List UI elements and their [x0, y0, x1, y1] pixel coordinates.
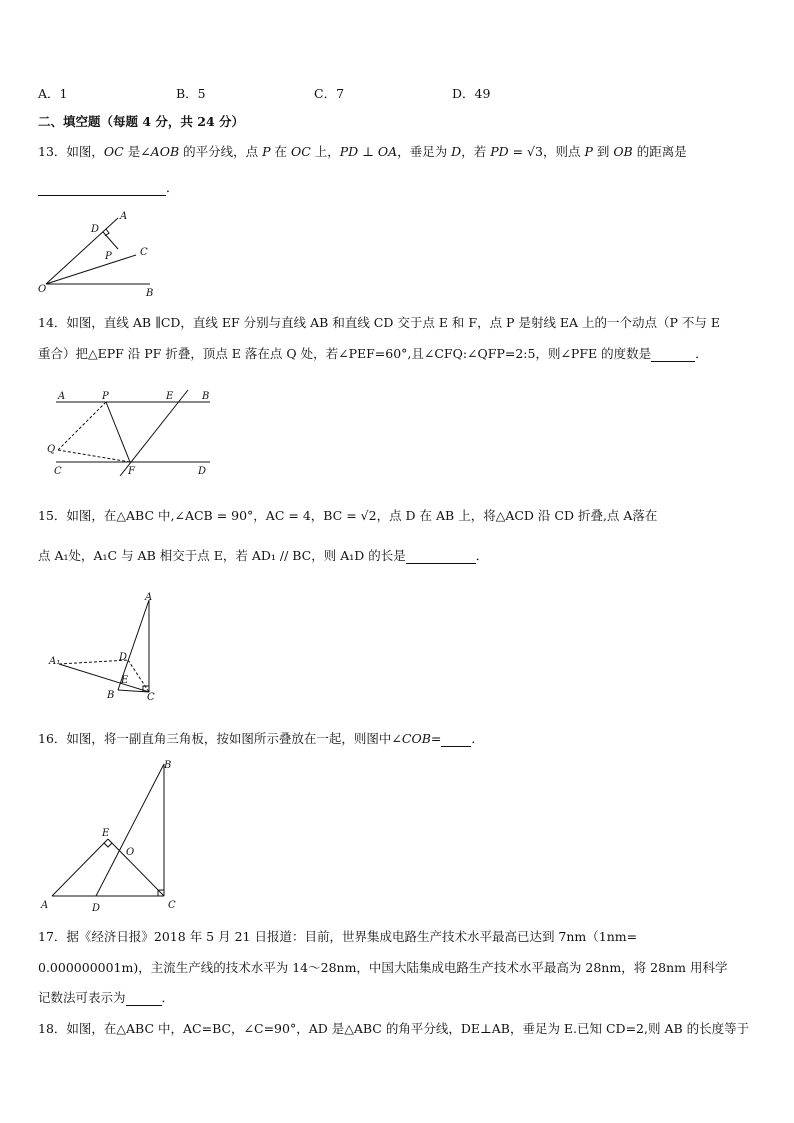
right-angle-mark-e	[104, 843, 112, 847]
segment-a1c	[59, 664, 149, 692]
q13-part: P	[262, 144, 271, 159]
fig14-label-b: B	[202, 391, 210, 402]
q13-part: 是∠	[123, 144, 151, 159]
q13-part: 13．如图，	[38, 144, 104, 159]
q13-part: OA	[377, 144, 398, 159]
q14-line1: 14．如图，直线 AB ∥CD，直线 EF 分别与直线 AB 和直线 CD 交于点 E 和 F，点 P 是射线 EA 上的一个动点（P 不与 E	[38, 315, 721, 330]
fig16-label-a: A	[41, 900, 49, 911]
segment-dc	[128, 660, 149, 692]
q13-part: ，若	[461, 144, 491, 159]
q15-end: ．	[475, 548, 489, 563]
q13-part: P	[584, 144, 593, 159]
q17-line2: 0.000000001m)，主流生产线的技术水平为 14～28nm，中国大陆集成电路生产技术水平最高为 28nm，将 28nm 用科学	[38, 960, 728, 975]
q16-end: ．	[471, 731, 484, 746]
fig14-label-q: Q	[47, 444, 56, 455]
q13-part: ，垂足为	[397, 144, 452, 159]
q13-answer-line	[38, 178, 179, 196]
q15-figure	[46, 592, 166, 702]
q13-part: 在	[270, 144, 291, 159]
choice-a: A．1	[38, 86, 68, 101]
choice-d: D．49	[452, 86, 491, 101]
q15-line2-text: 点 A₁处，A₁C 与 AB 相交于点 E，若 AD₁ // BC，则 A₁D 的长是	[38, 548, 406, 563]
fig16-label-c: C	[168, 900, 176, 911]
q16-answer-blank[interactable]	[441, 734, 471, 747]
segment-qf	[58, 450, 130, 462]
q13-part: OC	[290, 144, 311, 159]
q13-end: ．	[166, 180, 179, 195]
q15-answer-blank[interactable]	[406, 551, 476, 564]
segment-ec	[108, 839, 164, 896]
q16-text-part: COB	[401, 731, 431, 746]
fig13-label-d: D	[91, 224, 100, 235]
q14-answer-blank[interactable]	[651, 349, 695, 362]
q16-figure	[36, 754, 186, 914]
fig16-label-e: E	[102, 828, 110, 839]
q17-answer-blank[interactable]	[126, 993, 162, 1006]
ray-oc	[46, 255, 136, 284]
q13-part: PD	[339, 144, 359, 159]
right-angle-mark	[105, 229, 109, 236]
q13-figure	[32, 206, 172, 298]
q16-text-part: =	[430, 731, 442, 746]
q14-line2	[38, 344, 708, 362]
q13-part: AOB	[150, 144, 180, 159]
fig14-label-a: A	[58, 391, 66, 402]
section-title: 二、填空题（每题 4 分，共 24 分）	[38, 114, 245, 129]
fig16-label-o: O	[126, 847, 135, 858]
fig13-label-b: B	[146, 288, 154, 298]
fig15-label-a1: A₁	[49, 656, 61, 667]
fig14-label-f: F	[128, 466, 135, 477]
fig13-label-p: P	[105, 251, 112, 262]
segment-a1d	[59, 660, 128, 664]
fig13-label-o: O	[38, 284, 47, 295]
q13-part: 的平分线，点	[179, 144, 263, 159]
q16-text	[38, 729, 484, 747]
q15-line2	[38, 546, 488, 564]
q13-part: = √3，则点	[508, 144, 585, 159]
segment-pd	[103, 232, 118, 249]
q17-line1: 17．据《经济日报》2018 年 5 月 21 日报道：目前，世界集成电路生产技术水平最高已达到 7nm（1nm=	[38, 929, 638, 944]
q13-part: 的距离是	[632, 144, 687, 159]
q13-part: 到	[592, 144, 614, 159]
fig14-label-e: E	[166, 391, 174, 402]
fig15-label-c: C	[147, 692, 155, 702]
fig16-label-d: D	[92, 903, 101, 914]
q14-figure	[44, 386, 224, 478]
segment-pf	[106, 402, 130, 462]
q14-line2-text: 重合）把△EPF 沿 PF 折叠，顶点 E 落在点 Q 处，若∠PEF=60°,且∠CFQ:∠QFP=2:5，则∠PFE 的度数是	[38, 346, 652, 361]
fig15-label-a: A	[145, 592, 153, 603]
q14-end: ．	[695, 346, 708, 361]
q13-part: D	[451, 144, 462, 159]
q15-line1: 15．如图，在△ABC 中,∠ACB = 90°，AC = 4，BC = √2，点 D 在 AB 上，将△ACD 沿 CD 折叠,点 A落在	[38, 508, 658, 523]
fig14-label-p: P	[102, 391, 109, 402]
fig13-label-a: A	[120, 211, 128, 222]
fig15-label-d: D	[119, 652, 128, 663]
fig15-label-b: B	[107, 690, 115, 701]
segment-pq	[58, 402, 106, 450]
q13-part: 上，	[310, 144, 340, 159]
q17-line3	[38, 988, 174, 1006]
q13-text	[38, 142, 687, 160]
line-ef	[120, 390, 188, 476]
fig15-label-e: E	[121, 675, 129, 686]
q13-part: OC	[103, 144, 124, 159]
q13-part: OB	[613, 144, 633, 159]
q16-text-part: 16．如图，将一副直角三角板，按如图所示叠放在一起，则图中∠	[38, 731, 402, 746]
q13-answer-blank[interactable]	[38, 183, 166, 196]
q18-line1: 18．如图，在△ABC 中，AC=BC，∠C=90°，AD 是△ABC 的角平分线，DE⊥AB，垂足为 E.已知 CD=2,则 AB 的长度等于	[38, 1021, 750, 1036]
fig14-label-c: C	[54, 466, 62, 477]
fig13-label-c: C	[140, 247, 148, 258]
segment-ae	[52, 839, 108, 896]
fig14-label-d: D	[198, 466, 207, 477]
fig16-label-b: B	[164, 760, 172, 771]
q13-part: ⊥	[358, 144, 378, 159]
q17-line3-text: 记数法可表示为	[38, 990, 126, 1005]
choice-b: B．5	[176, 86, 206, 101]
choice-c: C．7	[314, 86, 345, 101]
q17-end: ．	[161, 990, 175, 1005]
q13-part: PD	[490, 144, 509, 159]
